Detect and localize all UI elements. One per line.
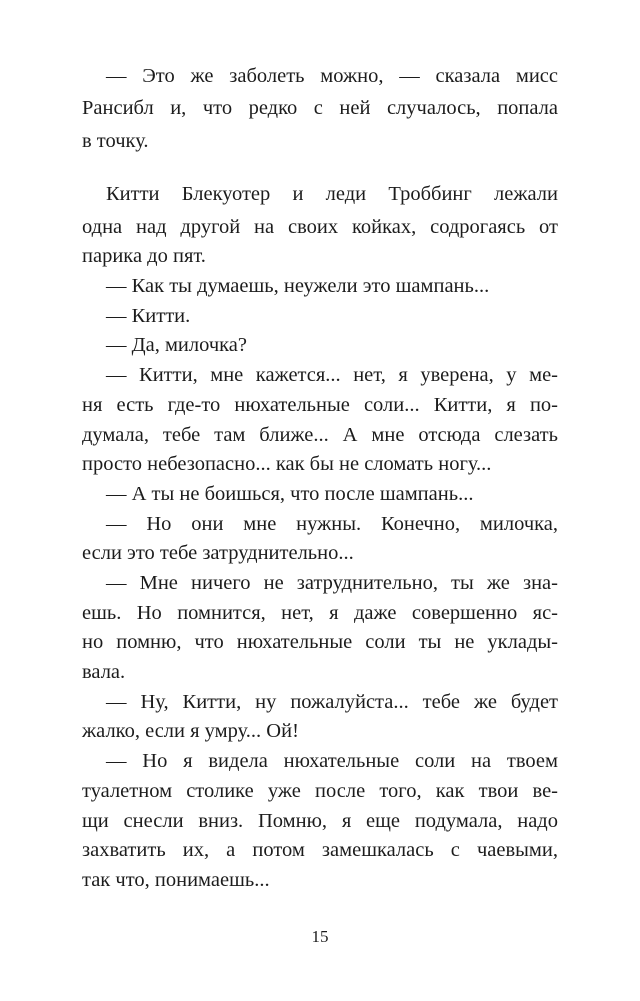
text-line: — Но я видела нюхательные соли на твоем xyxy=(106,750,558,772)
page-number: 15 xyxy=(311,927,329,946)
text-line: туалетном столике уже после того, как твои ве- xyxy=(82,780,558,802)
text-line: — Это же заболеть можно, — сказала мисс xyxy=(106,65,558,87)
text-line: одна над другой на своих койках, содрогаясь от xyxy=(82,216,558,238)
text-line: если это тебе затруднительно... xyxy=(82,542,354,564)
text-line: щи снесли вниз. Помню, я еще подумала, надо xyxy=(82,810,558,832)
text-line: так что, понимаешь... xyxy=(82,869,270,891)
text-line: жалко, если я умру... Ой! xyxy=(82,720,299,742)
text-line: ня есть где-то нюхательные соли... Китти, я по- xyxy=(82,394,558,416)
text-line: Рансибл и, что редко с ней случалось, попала xyxy=(82,97,558,119)
text-line: просто небезопасно... как бы не сломать ногу... xyxy=(82,453,492,475)
text-line: ешь. Но помнится, нет, я даже совершенно яс- xyxy=(82,602,558,624)
text-line: — Китти. xyxy=(106,305,191,327)
text-line: — Как ты думаешь, неужели это шампань... xyxy=(106,275,490,297)
text-line: — Ну, Китти, ну пожалуйста... тебе же будет xyxy=(106,691,558,713)
text-line: но помню, что нюхательные соли ты не уклады- xyxy=(82,631,558,653)
text-line: Китти Блекуотер и леди Троббинг лежали xyxy=(106,183,558,205)
text-line: парика до пят. xyxy=(82,245,206,267)
text-line: думала, тебе там ближе... А мне отсюда слезать xyxy=(82,424,558,446)
text-line: захватить их, а потом замешкалась с чаевыми, xyxy=(82,839,558,861)
text-line: вала. xyxy=(82,661,126,683)
text-line: — Мне ничего не затруднительно, ты же зна- xyxy=(106,572,558,594)
text-line: — А ты не боишься, что после шампань... xyxy=(106,483,474,505)
text-line: — Да, милочка? xyxy=(106,334,248,356)
text-line: — Китти, мне кажется... нет, я уверена, у ме- xyxy=(106,364,558,386)
text-line: в точку. xyxy=(82,130,149,152)
text-line: — Но они мне нужны. Конечно, милочка, xyxy=(106,513,558,535)
